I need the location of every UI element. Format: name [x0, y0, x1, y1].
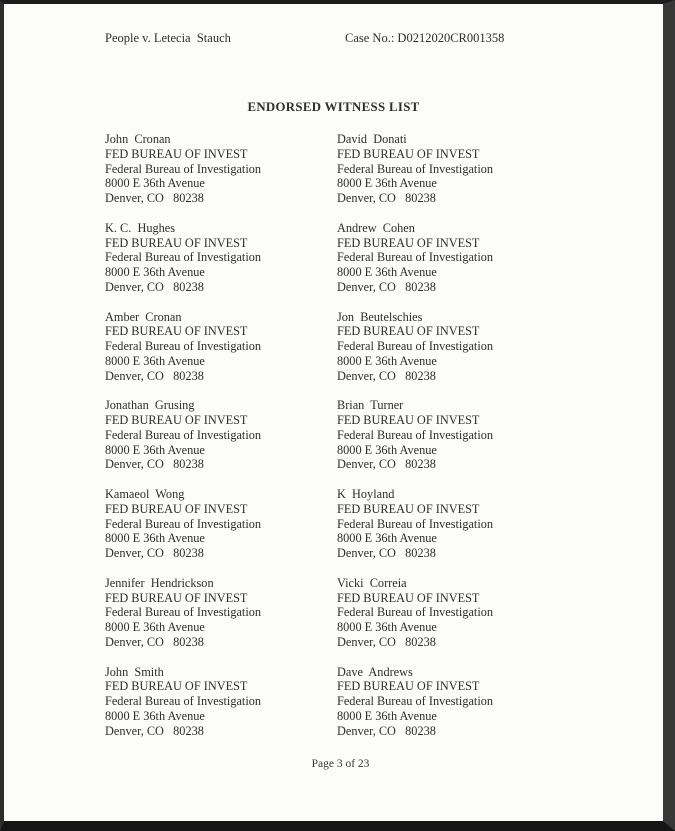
witness-agency: Federal Bureau of Investigation	[337, 427, 494, 442]
witness-entry	[105, 221, 337, 295]
witness-agency: Federal Bureau of Investigation	[337, 161, 494, 176]
witness-agency: Federal Bureau of Investigation	[337, 516, 494, 531]
witness-entry	[337, 576, 577, 650]
witness-org: FED BUREAU OF INVEST	[105, 146, 248, 161]
witness-entry	[105, 576, 337, 650]
page-title: ENDORSED WITNESS LIST	[247, 100, 420, 114]
witness-city-state-zip: Denver, CO 80238	[105, 368, 204, 383]
witness-name: Dave Andrews	[337, 664, 413, 679]
witness-agency: Federal Bureau of Investigation	[105, 516, 262, 531]
witness-street: 8000 E 36th Avenue	[105, 620, 205, 634]
witness-name: Vicki Correia	[337, 575, 407, 590]
document-content	[4, 4, 663, 821]
witness-street: 8000 E 36th Avenue	[337, 265, 437, 279]
witness-org: FED BUREAU OF INVEST	[337, 501, 480, 516]
witness-name: Kamaeol Wong	[105, 487, 185, 501]
witness-city-state-zip: Denver, CO 80238	[105, 191, 204, 205]
case-number: Case No.: D0212020CR001358	[345, 31, 505, 45]
witness-name: Brian Turner	[337, 398, 404, 413]
witness-name: K. C. Hughes	[105, 220, 176, 235]
witness-agency: Federal Bureau of Investigation	[105, 694, 262, 708]
witness-org: FED BUREAU OF INVEST	[105, 324, 248, 339]
witness-agency: Federal Bureau of Investigation	[105, 339, 262, 353]
witness-street: 8000 E 36th Avenue	[337, 531, 437, 546]
witness-org: FED BUREAU OF INVEST	[337, 679, 480, 694]
witness-entry	[105, 398, 337, 472]
witness-street: 8000 E 36th Avenue	[337, 442, 437, 457]
witness-street: 8000 E 36th Avenue	[337, 353, 437, 368]
witness-name: Jon Beutelschies	[337, 309, 423, 324]
witness-street: 8000 E 36th Avenue	[105, 176, 205, 191]
witness-entry	[337, 132, 577, 206]
witness-city-state-zip: Denver, CO 80238	[337, 723, 436, 738]
witness-org: FED BUREAU OF INVEST	[337, 590, 480, 605]
witness-city-state-zip: Denver, CO 80238	[105, 457, 204, 472]
witness-name: John Smith	[105, 664, 164, 679]
witness-city-state-zip: Denver, CO 80238	[105, 723, 204, 738]
witness-street: 8000 E 36th Avenue	[337, 176, 437, 191]
witness-city-state-zip: Denver, CO 80238	[337, 279, 436, 294]
witness-street: 8000 E 36th Avenue	[337, 708, 437, 723]
witness-agency: Federal Bureau of Investigation	[105, 250, 262, 265]
witness-org: FED BUREAU OF INVEST	[105, 413, 248, 427]
witness-name: Jennifer Hendrickson	[105, 575, 214, 590]
witness-name: Jonathan Grusing	[105, 398, 195, 413]
witness-name: Andrew Cohen	[337, 220, 415, 235]
witness-org: FED BUREAU OF INVEST	[105, 590, 248, 605]
witness-entry	[337, 665, 577, 739]
witness-entry	[105, 132, 337, 206]
witness-city-state-zip: Denver, CO 80238	[337, 457, 436, 472]
witness-org: FED BUREAU OF INVEST	[337, 235, 480, 250]
witness-street: 8000 E 36th Avenue	[105, 265, 205, 279]
witness-city-state-zip: Denver, CO 80238	[105, 546, 204, 560]
witness-city-state-zip: Denver, CO 80238	[337, 634, 436, 649]
witness-name: David Donati	[337, 132, 407, 146]
witness-agency: Federal Bureau of Investigation	[105, 605, 262, 620]
witness-city-state-zip: Denver, CO 80238	[105, 279, 204, 294]
witness-city-state-zip: Denver, CO 80238	[337, 368, 436, 383]
witness-entry	[337, 487, 577, 561]
witness-agency: Federal Bureau of Investigation	[337, 605, 494, 620]
witness-city-state-zip: Denver, CO 80238	[337, 546, 436, 560]
witness-street: 8000 E 36th Avenue	[105, 531, 205, 546]
witness-entry	[105, 665, 337, 739]
witness-agency: Federal Bureau of Investigation	[105, 161, 262, 176]
witness-org: FED BUREAU OF INVEST	[105, 679, 248, 694]
witness-entry	[105, 487, 337, 561]
case-caption: People v. Letecia Stauch	[105, 31, 231, 45]
witness-street: 8000 E 36th Avenue	[105, 442, 205, 457]
witness-agency: Federal Bureau of Investigation	[105, 427, 262, 442]
witness-name: John Cronan	[105, 132, 171, 146]
witness-agency: Federal Bureau of Investigation	[337, 250, 494, 265]
witness-entry	[105, 310, 337, 384]
witness-agency: Federal Bureau of Investigation	[337, 694, 494, 708]
witness-entry	[337, 310, 577, 384]
page-number: Page 3 of 23	[311, 758, 370, 770]
witness-org: FED BUREAU OF INVEST	[337, 324, 480, 339]
witness-street: 8000 E 36th Avenue	[337, 620, 437, 634]
witness-entry	[337, 398, 577, 472]
witness-name: Amber Cronan	[105, 309, 182, 324]
witness-org: FED BUREAU OF INVEST	[337, 146, 480, 161]
document-header	[4, 31, 663, 49]
witness-city-state-zip: Denver, CO 80238	[337, 191, 436, 205]
witness-city-state-zip: Denver, CO 80238	[105, 634, 204, 649]
witness-agency: Federal Bureau of Investigation	[337, 339, 494, 353]
witness-entry	[337, 221, 577, 295]
witness-name: K Hoyland	[337, 487, 395, 501]
witness-org: FED BUREAU OF INVEST	[105, 235, 248, 250]
witness-org: FED BUREAU OF INVEST	[105, 501, 248, 516]
witness-list	[105, 132, 577, 738]
witness-street: 8000 E 36th Avenue	[105, 353, 205, 368]
witness-street: 8000 E 36th Avenue	[105, 708, 205, 723]
witness-org: FED BUREAU OF INVEST	[337, 413, 480, 427]
